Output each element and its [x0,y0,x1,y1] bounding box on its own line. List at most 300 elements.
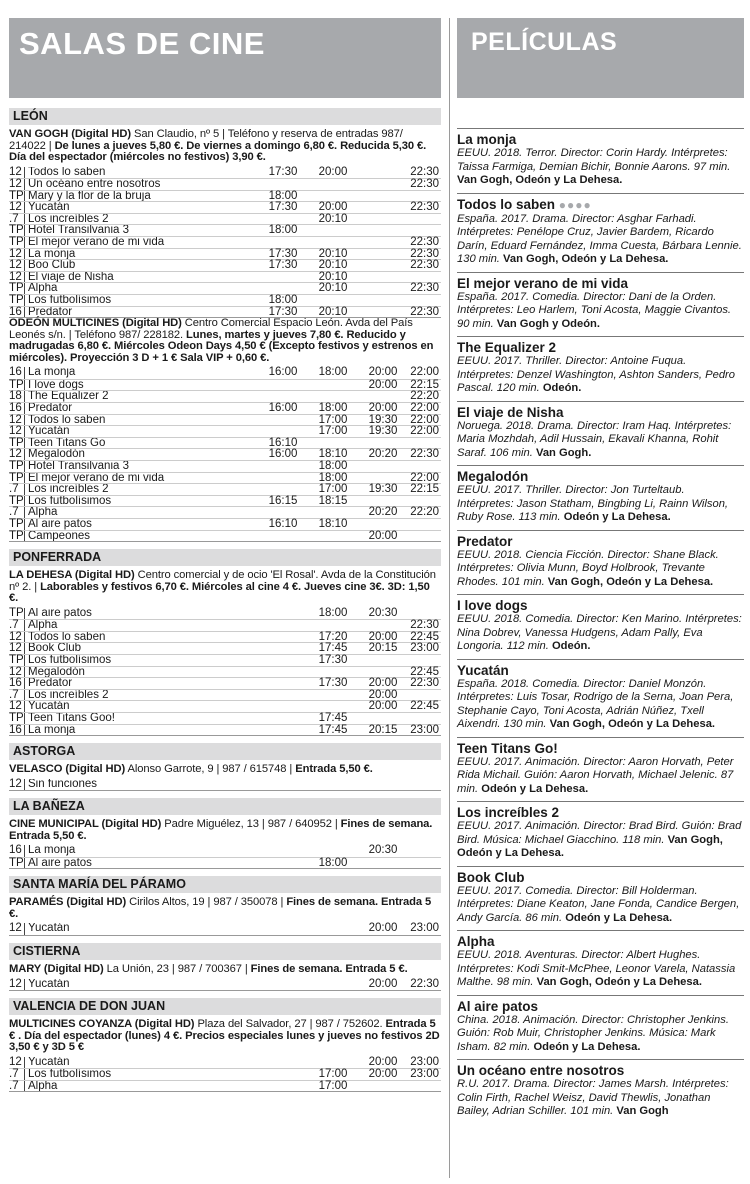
showtime: 19:30 [368,425,398,438]
film-details: EEUU. 2018. Terror. Director: Corin Hardy. Intérpretes: Taissa Farmiga, Demian Bichir, Bonnie Aarons. 97 min. [457,147,731,173]
showtime [358,225,408,236]
film-title: Los futbolísimos [24,295,258,306]
showtime [308,667,358,678]
showtime [308,690,358,701]
showtimes-table [9,779,441,792]
age-rating: 12 [9,630,22,643]
age-rating: 12 [9,665,22,678]
showtime [258,426,308,437]
showtime: 17:00 [318,1068,348,1081]
film-entry [457,995,744,1055]
cinema-address: San Claudio, nº 5 | Teléfono y reserva de entradas 987/ 214022 | [9,128,403,152]
showtime [358,202,408,213]
showtime: 18:00 [318,366,348,379]
cinema-address: Centro Comercial Espacio León. Avda del País Leonés s/n. | Teléfono 987/ 228182. [9,317,413,341]
film-cinemas: Odeón y La Dehesa. [563,511,671,523]
film-title-line [457,934,744,949]
cinema-address: La Unión, 23 | 987 / 700367 | [103,963,251,976]
showtime-row [9,167,441,179]
showtime-row [9,1080,441,1092]
film-entry [457,737,744,797]
showtime: 20:10 [318,259,348,272]
showtime [258,1069,308,1080]
film-entry [457,193,744,267]
film-title: Los futbolísimos [24,655,258,666]
film-title: Al aire patos [24,858,258,869]
showtime-row [9,271,441,283]
cinema-name: CINE MUNICIPAL (Digital HD) [9,818,162,831]
film-title: Megalodón [24,667,258,678]
film-title: Al aire patos [457,998,539,1014]
showtime-row [9,483,441,495]
showtime [258,620,308,631]
showtime-row [9,724,441,736]
showtime: 17:45 [318,723,348,736]
film-title: Todos lo saben [24,167,258,179]
showtime [408,1081,441,1092]
film-title: Yucatán [24,426,258,437]
age-rating: TP [9,471,24,484]
film-cinemas: Van Gogh, Odeón y La Dehesa. [549,718,716,730]
film-title: Los increíbles 2 [24,214,258,225]
showtime-row [9,236,441,248]
showtime [408,713,441,724]
showtime-row [9,700,441,712]
region-header: LEÓN [9,108,441,125]
film-entry [457,594,744,654]
cinema-name: ODEÓN MULTICINES (Digital HD) [9,317,182,330]
showtime [308,380,358,391]
showtime [258,632,308,643]
film-title: Teen Titans Goo! [24,713,258,724]
showtime: 22:30 [410,305,439,318]
cinema-address: Cirilos Altos, 19 | 987 / 350078 | [126,896,287,909]
showtime: 17:20 [318,630,348,643]
showtime: 20:10 [318,270,348,283]
showtime: 20:30 [368,606,398,619]
showtime-row [9,1068,441,1080]
showtime [258,283,308,294]
age-rating: 12 [9,777,22,790]
age-rating: 12 [9,259,22,272]
film-description [457,291,744,332]
showtime: 20:20 [368,506,398,519]
film-details: China. 2018. Animación. Director: Christopher Jenkins. Guión: Rob Muir, Christopher Jenkins. Música: Mark Isham. 82 min. [457,1013,729,1053]
film-title: Los futbolísimos [24,496,258,507]
film-title-line [457,805,744,820]
age-rating: TP [9,294,24,307]
age-rating: TP [9,236,24,249]
film-details: EEUU. 2018. Ciencia Ficción. Director: Shane Black. Intérpretes: Olivia Munn, Boyd Holbrook, Trevante Rhodes. 101 min. [457,548,719,588]
cinema-address: Plaza del Salvador, 27 | 987 / 752602. [194,1018,386,1031]
film-title: La monja [24,367,258,379]
showtime: 20:00 [368,977,398,990]
film-entry [457,128,744,188]
showtime: 22:30 [410,977,439,990]
showtime [408,519,441,530]
film-cinemas: Van Gogh [616,1105,669,1117]
film-title: Al aire patos [24,608,258,620]
showtime [408,438,441,449]
film-entry [457,1059,744,1119]
showtime: 17:30 [268,305,298,318]
showtime: 20:00 [368,688,398,701]
film-title: Book Club [457,869,525,885]
showtime: 22:00 [410,471,439,484]
showtime [408,779,441,791]
age-rating: TP [9,494,24,507]
showtime-row [9,248,441,260]
showtime [358,655,408,666]
showtime [358,496,408,507]
showtime [258,725,308,736]
film-title-line [457,534,744,549]
showtime: 16:00 [268,448,298,461]
region-header: ASTORGA [9,743,441,760]
showtimes-table [9,923,441,936]
film-title: Yucatán [24,701,258,712]
film-details: EEUU. 2017. Thriller. Director: Antoine Fuqua. Intérpretes: Denzel Washington, Ashton Sanders, Pedro Pascal. 120 min. [457,355,735,394]
age-rating: 12 [9,425,22,438]
age-rating: TP [9,529,24,542]
film-title: Un océano entre nosotros [24,179,258,190]
showtime: 16:00 [268,402,298,414]
showtime-row [9,379,441,391]
film-title-line [457,469,744,484]
showtime: 18:00 [318,606,348,619]
showtime: 23:00 [410,922,439,935]
film-title: Mary y la flor de la bruja [24,191,258,202]
age-rating: TP [9,711,24,724]
showtime: 22:45 [410,665,439,678]
cinema-name: VELASCO (Digital HD) [9,763,126,776]
film-details: EEUU. 2017. Comedia. Director: Bill Holderman. Intérpretes: Diane Keaton, Jane Fonda, Candice Bergen, Andy García. 86 min. [457,884,740,924]
showtime [358,249,408,260]
showtime-row [9,448,441,460]
showtimes-table [9,845,441,869]
film-title-line [457,999,744,1014]
showtime [258,667,308,678]
showtime [358,779,408,791]
showtime [408,191,441,202]
showtime: 20:00 [368,922,398,935]
film-title: Todos lo saben [24,415,258,426]
showtime-row [9,437,441,449]
showtime-row [9,201,441,213]
age-rating: TP [9,436,24,449]
age-rating: .7 [9,483,19,496]
cinema-info [9,318,441,364]
film-title: Los increíbles 2 [24,690,258,701]
region-header: SANTA MARÍA DEL PÁRAMO [9,876,441,893]
cinema-prices: De lunes a jueves 5,80 €. De viernes a domingo 6,80 €. Reducida 5,30 €. Día del espectador (miércoles no festivos) 3,90 €. [9,139,427,163]
showtime: 17:00 [318,413,348,426]
showtime-row [9,425,441,437]
showtime: 20:10 [318,282,348,295]
showtime [258,779,308,791]
showtime [258,415,308,426]
film-details: España. 2018. Comedia. Director: Daniel Monzón. Intérpretes: Luis Tosar, Rodrigo de la Serna, Joan Pera, Stephanie Cayo, Toni Acosta, Adrián Núñez, Txell Aixendri. 130 min. [457,677,734,730]
region-header: CISTIERNA [9,943,441,960]
cinema-info [9,897,441,920]
showtime: 20:10 [318,247,348,260]
showtime-row [9,689,441,701]
showtime-row [9,190,441,202]
film-title: El mejor verano de mi vida [457,275,629,291]
showtime [258,655,308,666]
film-title: Hotel Transilvania 3 [24,225,258,236]
film-details: EEUU. 2017. Thriller. Director: Jon Turteltaub. Intérpretes: Jason Statham, Bingbing Li, Rainn Wilson, Ruby Rose. 113 min. [457,484,729,523]
film-title: The Equalizer 2 [457,340,557,355]
showtime [308,179,358,190]
age-rating: .7 [9,688,19,701]
film-entry [457,401,744,461]
film-description [457,355,744,396]
showtime-row [9,631,441,643]
age-rating: 12 [9,178,22,191]
showtime: 23:00 [410,1068,439,1081]
age-rating: .7 [9,619,19,632]
film-details: EEUU. 2018. Aventuras. Director: Albert Hughes. Intérpretes: Kodi Smit-McPhee, Leonor Varela, Natassia Malthe. 98 min. [457,949,736,988]
film-description [457,549,744,590]
showtime [258,531,308,542]
film-cinemas: Van Gogh, Odeón y La Dehesa. [547,575,714,588]
showtime: 17:30 [268,247,298,260]
showtime-row [9,495,441,507]
age-rating: TP [9,517,24,530]
age-rating: TP [9,459,24,472]
showtime [258,272,308,283]
film-details: España. 2017. Drama. Director: Asghar Farhadi. Intérpretes: Penélope Cruz, Javier Bardem, Ricardo Darín, Eduard Fernández, Imma Cuesta, Bárbara Lennie. 130 min. [457,212,742,265]
age-rating: 12 [9,448,22,461]
showtime: 20:20 [368,448,398,461]
showtime-row [9,530,441,542]
film-description [457,147,744,188]
film-title-line [457,870,744,885]
film-description [457,213,744,267]
film-title: Yucatán [24,202,258,213]
film-cinemas: Odeón y La Dehesa. [533,1040,641,1053]
age-rating: TP [9,189,24,202]
film-title: Alpha [457,934,495,949]
showtime: 22:00 [410,366,439,379]
showtime: 17:30 [268,259,298,272]
film-entry [457,801,744,861]
showtime: 20:15 [368,642,398,655]
age-rating: 12 [9,413,22,426]
film-title: Campeones [24,531,258,542]
cinema-prices: Fines de semana. Entrada 5 €. [250,963,408,976]
film-title: Alpha [24,283,258,294]
showtime: 20:00 [368,366,398,379]
cinema-info [9,570,441,605]
showtime: 18:15 [318,494,348,507]
showtime-row [9,619,441,631]
showtime: 20:00 [368,402,398,414]
showtime-row [9,654,441,666]
film-description [457,756,744,797]
age-rating: 16 [9,305,22,318]
showtimes-table [9,167,441,319]
film-title: El viaje de Nisha [24,272,258,283]
showtime-row [9,608,441,620]
showtime [258,858,308,869]
film-title: Alpha [24,620,258,631]
showtime [308,391,358,402]
showtime: 17:00 [318,425,348,438]
film-title: Teen Titans Go [24,438,258,449]
showtime: 17:30 [318,654,348,666]
age-rating: 16 [9,677,22,690]
showtime [358,858,408,869]
film-details: R.U. 2017. Drama. Director: James Marsh. Intérpretes: Colin Firth, Rachel Weisz, David Thewlis, Jonathan Bailey, Adrian Schiller. 101 min. [457,1078,729,1117]
showtime [308,845,358,857]
showtime [258,1081,308,1092]
age-rating: TP [9,856,24,869]
showtime: 18:00 [318,459,348,472]
cinema-name: PARAMÉS (Digital HD) [9,896,127,909]
showtime [408,608,441,620]
showtime [358,620,408,631]
film-title-line [457,405,744,420]
showtime-row [9,506,441,518]
showtime-row [9,1057,441,1069]
cinema-info [9,129,441,164]
showtime [308,438,358,449]
film-entry [457,659,744,732]
showtime [358,260,408,271]
showtime: 22:30 [410,165,439,178]
showtime [258,179,308,190]
region-header: PONFERRADA [9,549,441,566]
showtime: 22:00 [410,413,439,426]
showtimes-table [9,1057,441,1093]
cinema-name: LA DEHESA (Digital HD) [9,569,135,582]
showtime-row [9,414,441,426]
showtime [308,779,358,791]
film-title-line [457,132,744,147]
age-rating: TP [9,282,24,295]
region-header: LA BAÑEZA [9,798,441,815]
film-description [457,678,744,732]
showtime: 22:45 [410,630,439,643]
film-cinemas: Odeón y La Dehesa. [565,911,673,924]
cinema-prices: Fines de semana. Entrada 5 €. [9,896,432,920]
regions-list [9,108,441,1092]
showtime: 22:30 [410,619,439,632]
film-entry [457,930,744,990]
showtime-row [9,642,441,654]
cinema-info [9,764,441,776]
film-entry [457,272,744,332]
film-title: Los increíbles 2 [457,805,560,820]
film-title: Un océano entre nosotros [457,1063,625,1078]
cinema-prices: Fines de semana. Entrada 5,50 €. [9,818,433,842]
age-rating: 12 [9,270,22,283]
film-title: Predator [457,533,513,549]
showtime [358,295,408,306]
age-rating: TP [9,378,24,391]
showtime [308,1057,358,1069]
age-rating: TP [9,224,24,237]
film-details: España. 2017. Comedia. Director: Dani de la Orden. Intérpretes: Leo Harlem, Toni Acosta, Maggie Civantos. 90 min. [457,290,732,330]
film-title: Megalodón [457,469,529,484]
film-title: El viaje de Nisha [457,404,564,420]
film-title: Al aire patos [24,519,258,530]
cinema-address: Padre Miguélez, 13 | 987 / 640952 | [161,818,341,831]
showtime-row [9,306,441,318]
film-details: EEUU. 2018. Comedia. Director: Ken Marino. Intérpretes: Nina Dobrev, Vanessa Hudgens, Adam Pally, Eva Longoria. 112 min. [457,613,742,652]
showtime: 22:30 [410,259,439,272]
showtime: 22:30 [410,236,439,249]
age-rating: TP [9,606,24,619]
showtime [408,214,441,225]
showtime: 17:30 [268,201,298,214]
film-title: La monja [24,249,258,260]
showtime: 20:00 [318,165,348,178]
film-title: Yucatán [457,662,509,678]
showtime: 20:00 [318,201,348,214]
showtime [258,701,308,712]
showtime [308,923,358,935]
film-description [457,820,744,861]
showtime-row [9,402,441,414]
age-rating: 16 [9,366,22,379]
film-title: Alpha [24,1081,258,1092]
showtime-row [9,282,441,294]
film-title: Predator [24,307,258,318]
showtime [358,391,408,402]
age-rating: 12 [9,977,22,990]
showtime-row [9,472,441,484]
showtime-row [9,979,441,991]
film-cinemas: Van Gogh. [535,446,592,459]
film-title: Yucatán [24,979,258,991]
showtime: 22:30 [410,282,439,295]
age-rating: 12 [9,247,22,260]
film-title: Boo Club [24,260,258,271]
film-title: Todos lo saben [457,196,556,212]
showtime [358,519,408,530]
cinema-prices: Lunes, martes y jueves 7,80 €. Reducido y madrugadas 6,80 €. Miércoles Odeon Days 4,50 € (Excepto festivos y estrenos en miércoles). Proyección 3 D + 1 € Sala VIP + 0,60 €. [9,328,434,364]
film-title-line [457,663,744,678]
showtime: 17:00 [318,1079,348,1092]
film-title: Sin funciones [24,779,258,791]
film-entry [457,530,744,590]
showtime-row [9,213,441,225]
age-rating: 12 [9,922,22,935]
film-description [457,613,744,654]
showtime: 23:00 [410,723,439,736]
film-cinemas: Van Gogh, Odeón y La Dehesa. [457,833,723,859]
cinema-prices: Laborables y festivos 6,70 €. Miércoles al cine 4 €. Jueves cine 3€. 3D: 1,50 €. [9,580,430,605]
age-rating: .7 [9,1068,19,1081]
showtime: 18:00 [268,224,298,237]
showtime [358,283,408,294]
showtime: 22:30 [410,201,439,214]
showtime: 22:30 [410,448,439,461]
showtime-row [9,518,441,530]
showtime [408,655,441,666]
showtime [258,923,308,935]
film-title: Yucatán [24,1057,258,1069]
showtime [408,496,441,507]
film-title: El mejor verano de mi vida [24,473,258,484]
column-divider [449,18,450,1178]
showtimes-table [9,979,441,992]
age-rating: .7 [9,212,19,225]
film-title: Los futbolísimos [24,1069,258,1080]
